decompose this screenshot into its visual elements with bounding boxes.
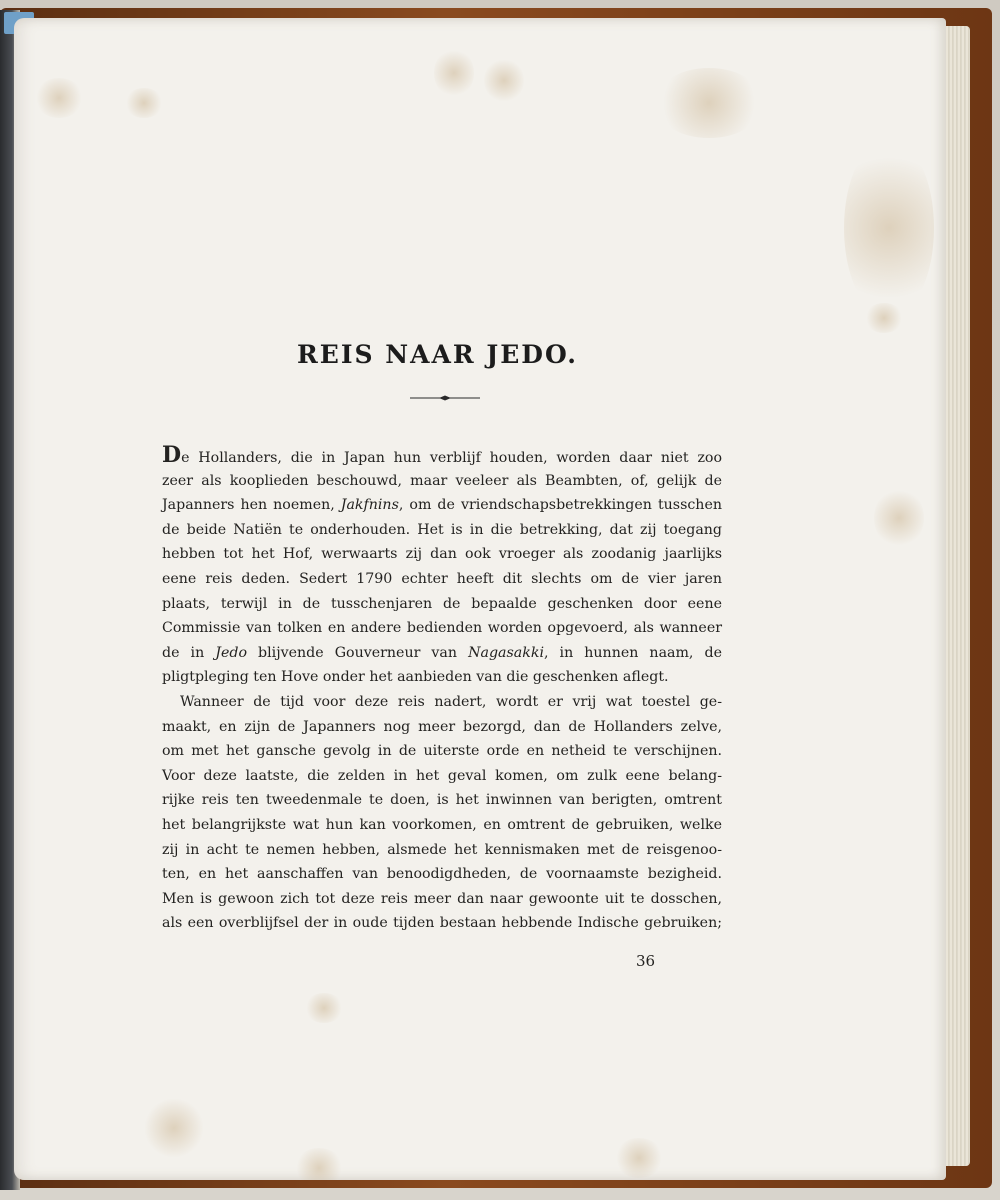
text-line: [162, 641, 722, 666]
page-title: [297, 340, 677, 369]
title-text: REIS NAAR JEDO.: [297, 340, 578, 369]
text-line: hebben tot het Hof, werwaarts zij dan ook vroeger als zoodanig jaarlijks: [162, 546, 722, 563]
stain: [144, 1098, 204, 1158]
stain: [844, 138, 934, 318]
line-text: de in: [162, 644, 216, 661]
text-line: Commissie van tolken en andere bedienden worden opgevoerd, als wanneer: [162, 620, 722, 637]
book-page: [14, 18, 946, 1180]
line-text: , in hunnen naam, de: [543, 644, 722, 661]
line-text: e Hollanders, die in Japan hun verblijf houden, worden daar niet zoo: [181, 450, 722, 466]
stain: [124, 88, 164, 118]
stain: [864, 303, 904, 333]
text-line: eene reis deden. Sedert 1790 echter heeft dit slechts om de vier jaren: [162, 570, 722, 587]
text-line: plaats, terwijl in de tusschenjaren de bepaalde geschenken door eene: [162, 595, 722, 612]
divider-ornament: [410, 395, 480, 401]
text-line: het belangrijkste wat hun kan voorkomen, en omtrent de gebruiken, welke: [162, 816, 722, 833]
text-line: zeer als kooplieden beschouwd, maar veeleer als Beambten, of, gelijk de: [162, 472, 722, 489]
text-line: [162, 493, 722, 518]
stain: [614, 1138, 664, 1178]
text-line: om met het gansche gevolg in de uiterste orde en netheid te verschijnen.: [162, 743, 722, 760]
drop-cap: D: [162, 442, 182, 468]
text-line: pligtpleging ten Hove onder het aanbieden van die geschenken aflegt.: [162, 669, 669, 686]
stain: [294, 1148, 344, 1180]
italic-term: Nagasakki: [468, 644, 544, 661]
text-line: ten, en het aanschaffen van benoodigdheden, de voornaamste bezigheid.: [162, 866, 722, 883]
stain: [304, 993, 344, 1023]
italic-term: Jakfnins: [340, 497, 399, 514]
body-text: [162, 444, 722, 936]
stain: [34, 78, 84, 118]
text-line: de beide Natiën te onderhouden. Het is in die betrekking, dat zij toegang: [162, 521, 722, 538]
text-line: rijke reis ten tweedenmale te doen, is het inwinnen van berigten, omtrent: [162, 792, 722, 809]
line-text: Japanners hen noemen,: [162, 497, 341, 514]
text-line: als een overblijfsel der in oude tijden bestaan hebbende Indische gebruiken;: [162, 915, 722, 932]
text-line: Voor deze laatste, die zelden in het geval komen, om zulk eene belang-: [162, 767, 722, 784]
page-number: 36: [636, 952, 656, 970]
text-line: Men is gewoon zich tot deze reis meer dan naar gewoonte uit te dosschen,: [162, 890, 722, 907]
line-text: , om de vriendschapsbetrekkingen tusschen: [398, 497, 722, 514]
text-line: maakt, en zijn de Japanners nog meer bezorgd, dan de Hollanders zelve,: [162, 718, 722, 735]
line-text: blijvende Gouverneur van: [247, 644, 469, 661]
text-line: [162, 444, 722, 469]
text-line: zij in acht te nemen hebben, alsmede het kennismaken met de reisgenoo-: [162, 841, 722, 858]
italic-term: Jedo: [215, 644, 247, 661]
text-line: Wanneer de tijd voor deze reis nadert, wordt er vrij wat toestel ge-: [180, 693, 722, 710]
stain: [484, 58, 524, 103]
stain: [874, 488, 924, 548]
stain: [434, 48, 474, 98]
stain: [654, 68, 764, 138]
